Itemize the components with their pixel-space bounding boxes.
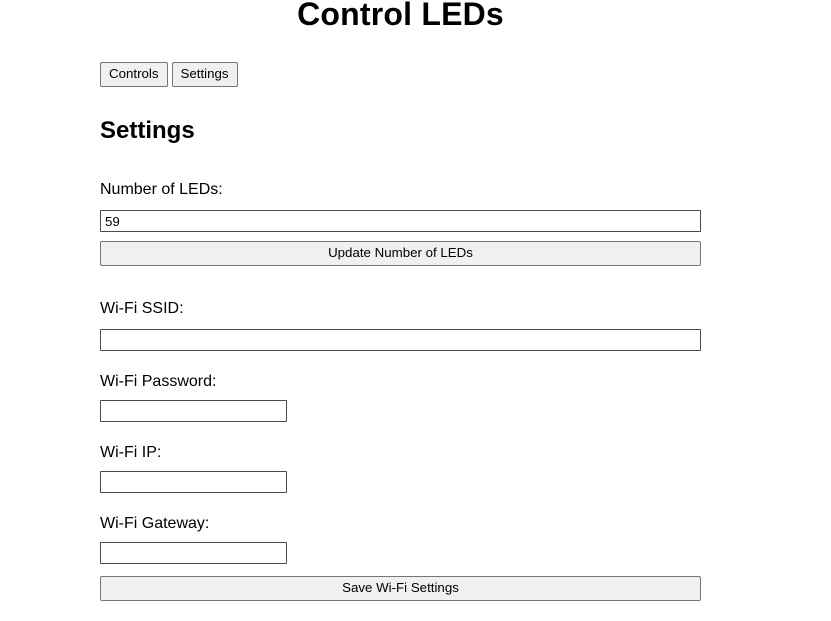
wifi-ip-input[interactable] — [100, 471, 287, 493]
wifi-ip-label: Wi-Fi IP: — [100, 444, 162, 461]
led-count-label: Number of LEDs: — [100, 181, 223, 198]
wifi-password-label: Wi-Fi Password: — [100, 373, 217, 390]
tab-controls[interactable]: Controls — [100, 62, 168, 87]
main-content — [100, 62, 701, 601]
page-title: Control LEDs — [297, 0, 504, 32]
tab-bar — [100, 62, 701, 87]
wifi-password-input[interactable] — [100, 400, 287, 422]
wifi-gateway-label: Wi-Fi Gateway: — [100, 515, 210, 532]
wifi-ssid-input[interactable] — [100, 329, 701, 351]
update-led-count-button[interactable]: Update Number of LEDs — [100, 241, 701, 266]
wifi-gateway-input[interactable] — [100, 542, 287, 564]
wifi-ssid-label: Wi-Fi SSID: — [100, 300, 184, 317]
led-count-input[interactable] — [100, 210, 701, 232]
save-wifi-settings-button[interactable]: Save Wi-Fi Settings — [100, 576, 701, 601]
tab-settings[interactable]: Settings — [172, 62, 238, 87]
settings-heading: Settings — [100, 117, 195, 144]
